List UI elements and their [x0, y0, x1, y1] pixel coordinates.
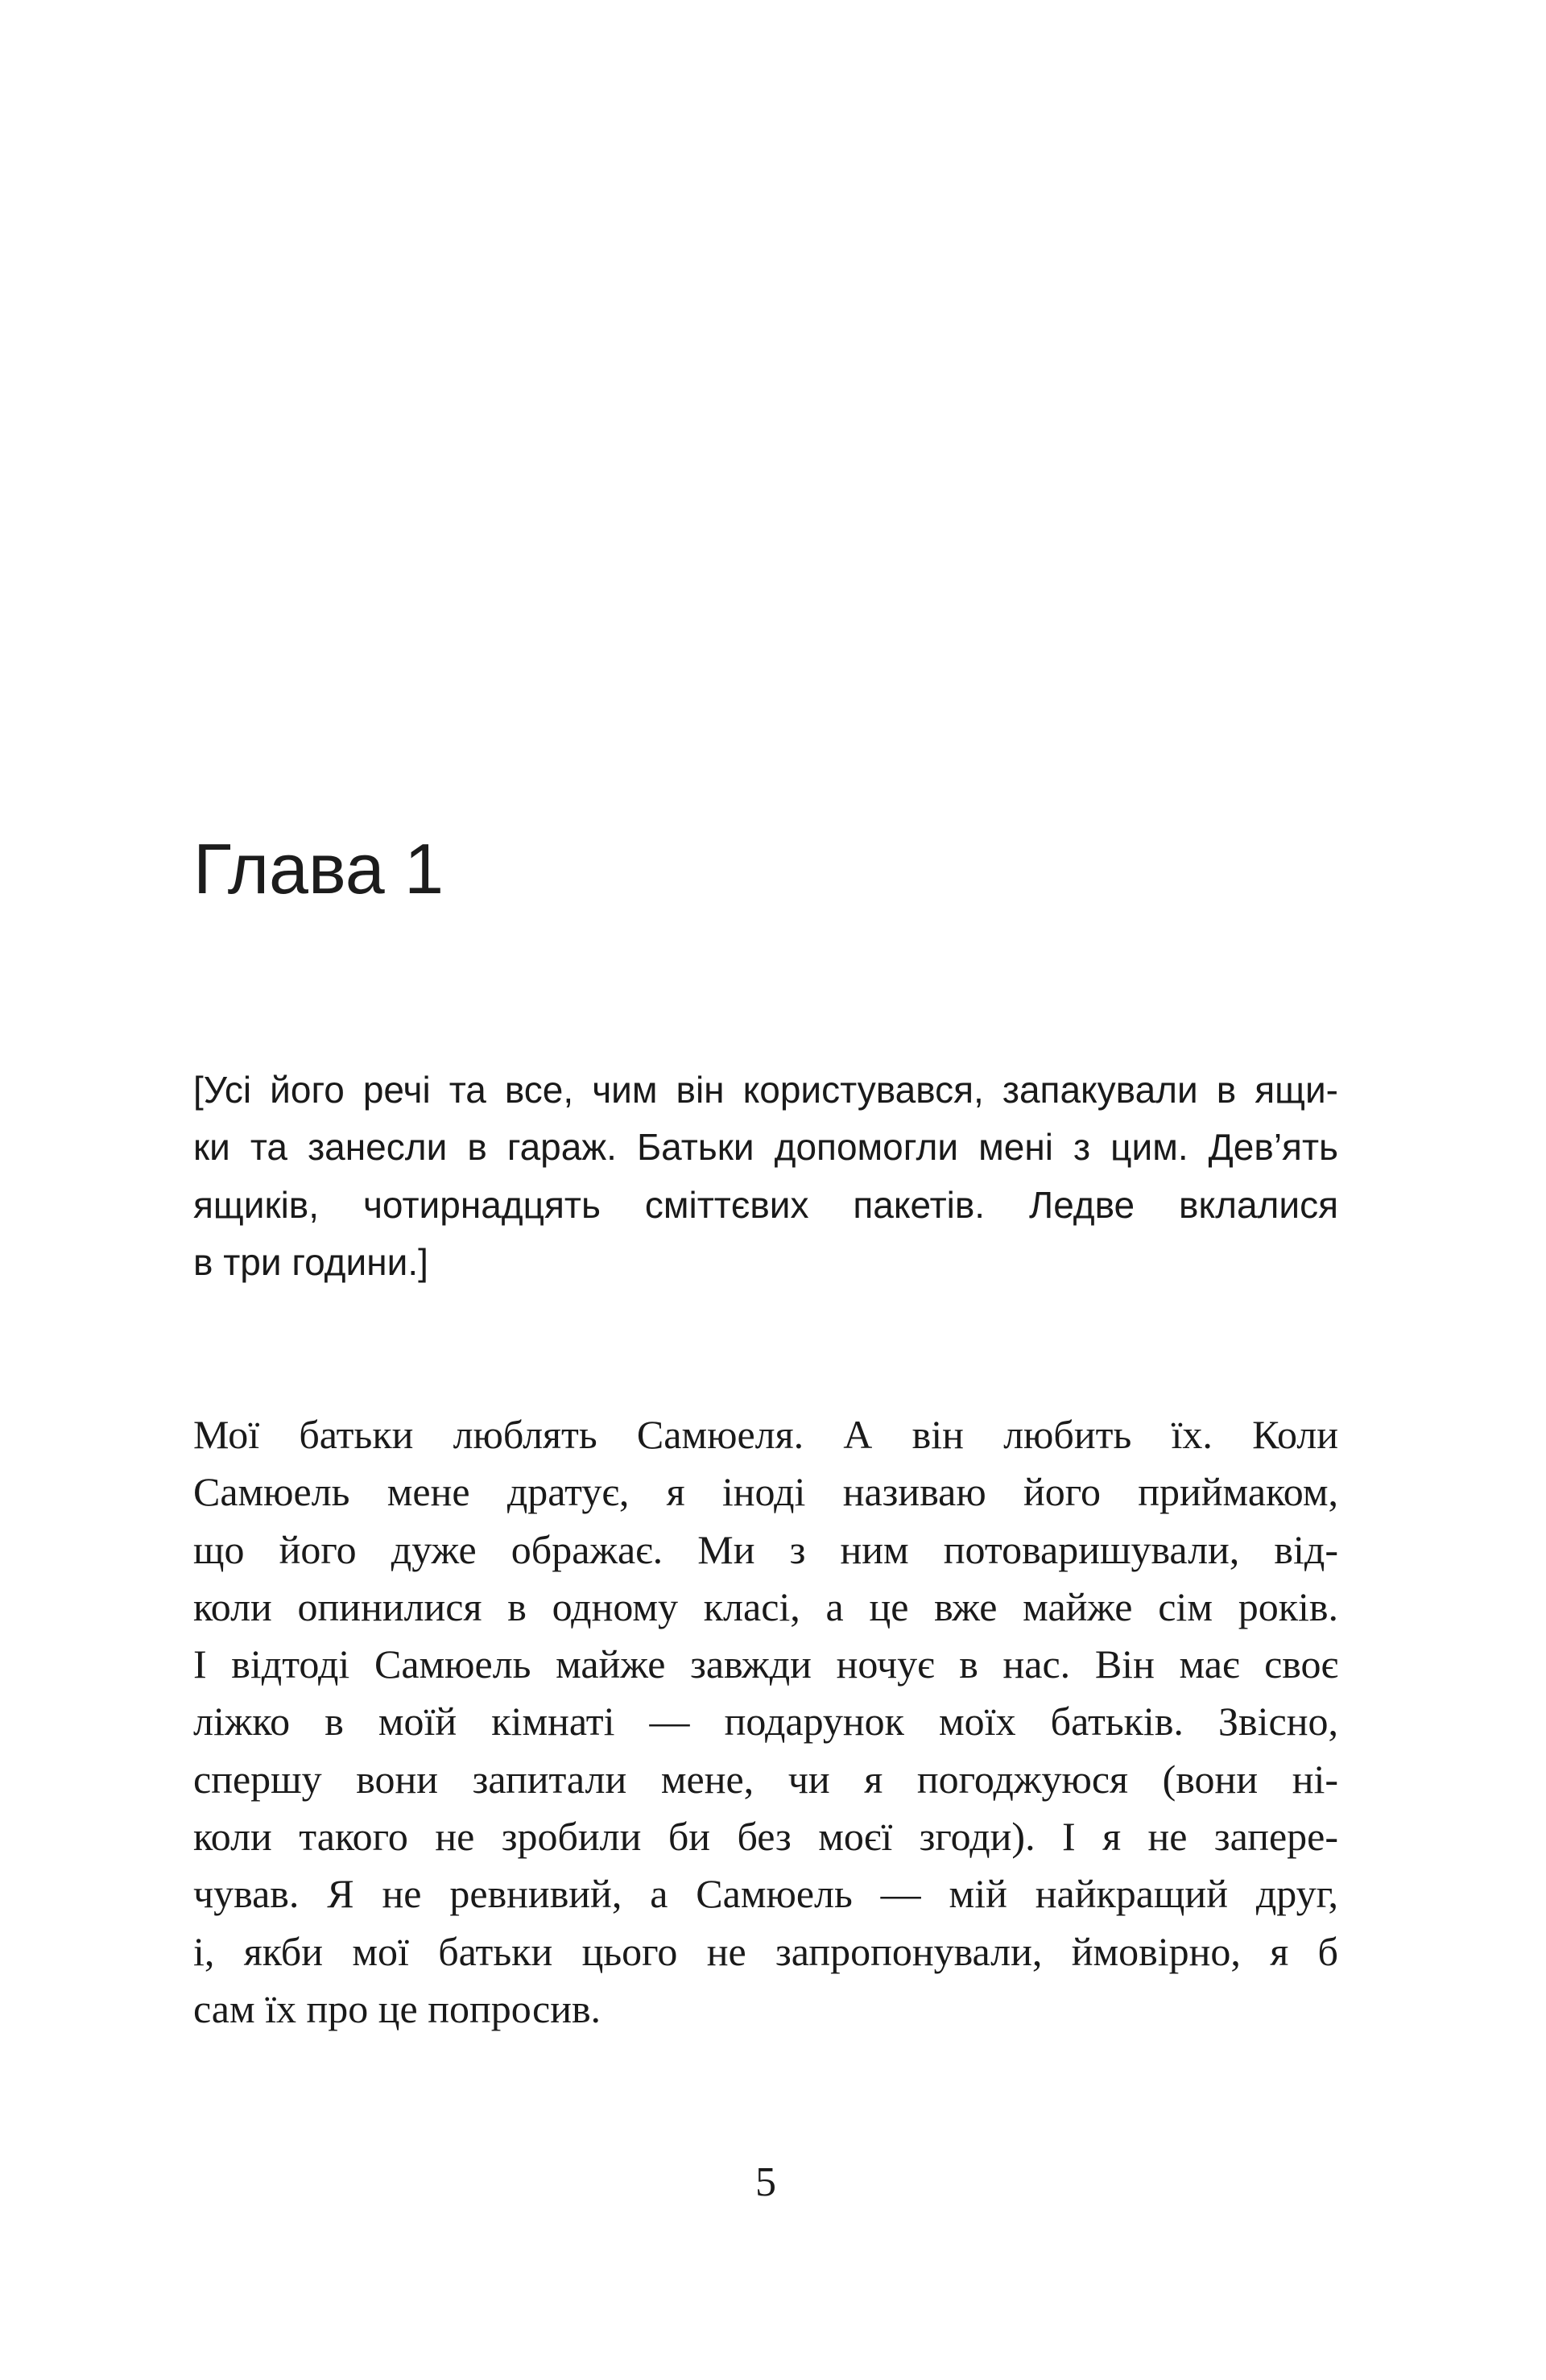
text-line: коли такого не зробили би без моєї згоди). І я не запере-	[193, 1814, 1338, 1860]
text-line: коли опинилися в одному класі, а це вже майже сім років.	[193, 1583, 1338, 1629]
text-line: в три години.]	[193, 1240, 428, 1283]
text-line: [Усі його речі та все, чим він користувався, запакували в ящи-	[193, 1069, 1338, 1111]
text-line: І відтоді Самюель майже завжди ночує в нас. Він має своє	[193, 1641, 1338, 1687]
text-line: що його дуже ображає. Ми з ним потоваришували, від-	[193, 1526, 1338, 1572]
text-line: ки та занесли в гараж. Батьки допомогли мені з цим. Дев’ять	[193, 1126, 1338, 1169]
text-line: сам їх про це попросив.	[193, 1985, 601, 2031]
text-line: ящиків, чотирнадцять сміттєвих пакетів. Ледве вклалися	[193, 1183, 1338, 1226]
text-line: і, якби мої батьки цього не запропонували, ймовірно, я б	[193, 1928, 1338, 1974]
text-line: чував. Я не ревнивий, а Самюель — мій найкращий друг,	[193, 1871, 1338, 1917]
chapter-title: Глава 1	[193, 829, 444, 909]
text-line: Мої батьки люблять Самюеля. А він любить їх. Коли	[193, 1412, 1338, 1457]
text-line: Самюель мене дратує, я іноді називаю його приймаком,	[193, 1469, 1338, 1515]
body-paragraph	[193, 1406, 1338, 2038]
text-line: ліжко в моїй кімнаті — подарунок моїх батьків. Звісно,	[193, 1699, 1338, 1745]
text-line: спершу вони запитали мене, чи я погоджуюся (вони ні-	[193, 1756, 1338, 1802]
bracketed-note-paragraph	[193, 1062, 1338, 1291]
page-number: 5	[755, 2159, 776, 2205]
